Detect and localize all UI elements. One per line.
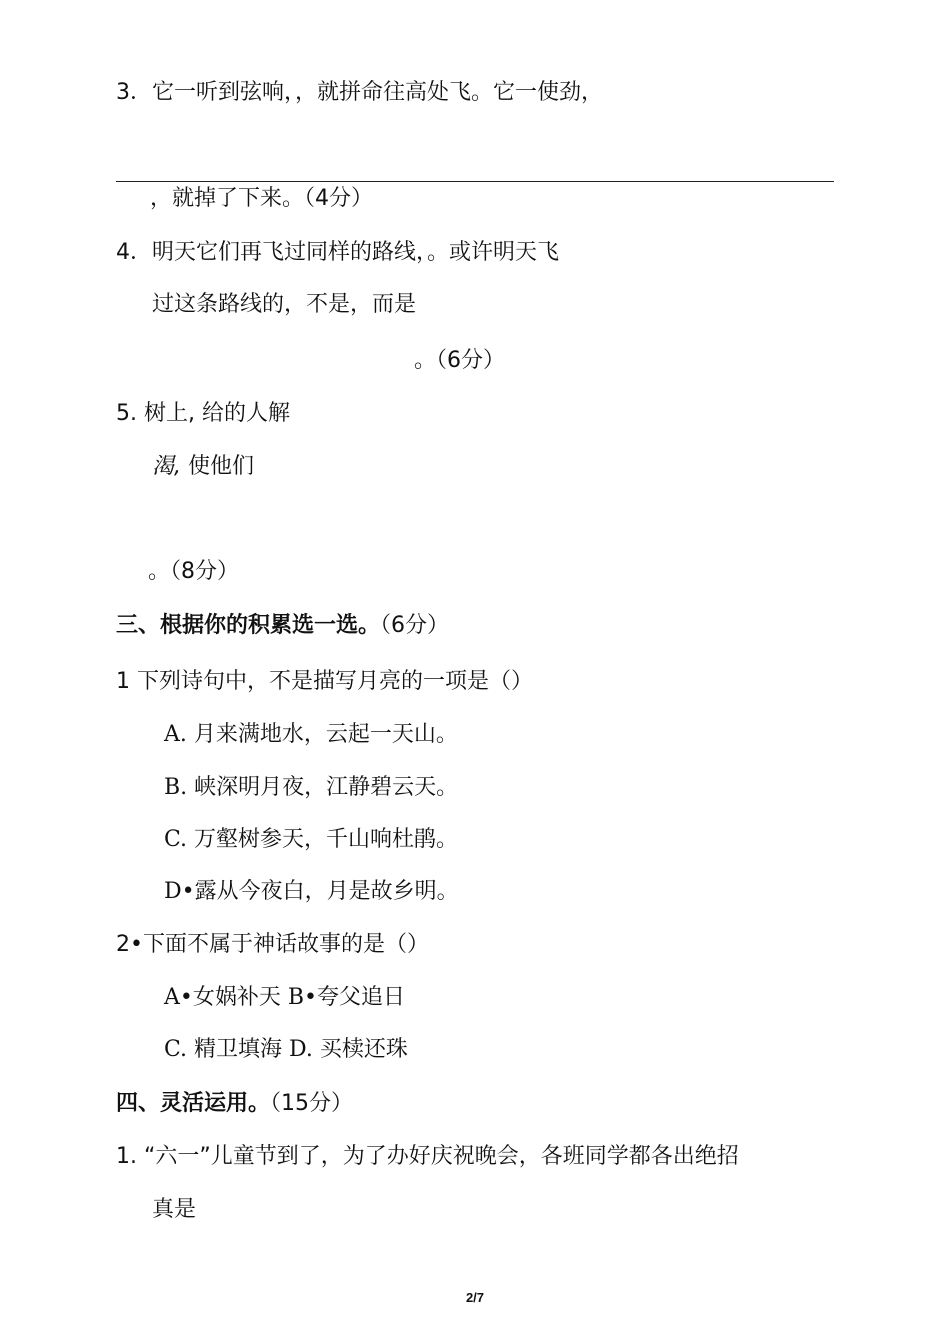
section-3-title: 三、根据你的积累选一选。 [116,613,381,638]
s3-q2-options-cd: C. 精卫填海 D. 买椟还珠 [164,1037,408,1062]
s3-q1-stem: 1 下列诗句中，不是描写月亮的一项是（） [116,669,533,694]
s3-q2-options-ab: A•女娲补天 B•夸父追日 [164,985,406,1010]
s3-q1-option-c: C. 万壑树参天，千山响杜鹃。 [164,827,459,852]
s4-q1-line-1: 1. “六一”儿童节到了，为了办好庆祝晚会，各班同学都各出绝招 [116,1144,739,1169]
q5-line-1: 5. 树上, 给的人解 [116,401,290,426]
q5-line-3: 。（8分） [148,559,239,584]
s3-q1-option-b: B. 峡深明月夜，江静碧云天。 [164,775,459,800]
answer-blank-line [116,181,834,182]
s4-q1-line-2: 真是 [152,1197,197,1222]
s3-q1-option-a: A. 月来满地水，云起一天山。 [164,722,458,747]
section-3-score: （6分） [380,613,450,638]
q5-italic-word: 渴, [152,454,181,479]
q5-line-2-rest: 使他们 [181,454,254,479]
section-4-title: 四、灵活运用。 [116,1091,271,1116]
section-3-heading [116,611,449,641]
q3-line-2: ，就掉了下来。（4分） [150,186,373,211]
s3-q1-option-d: D•露从今夜白，月是故乡明。 [164,879,459,904]
section-4-heading [116,1089,353,1119]
section-4-score: （15分） [270,1091,354,1116]
q3-line-1: 3．它一听到弦响，，就拼命往高处飞。它一使劲， [116,80,603,105]
q4-line-2: 过这条路线的，不是，而是 [152,292,417,317]
q4-line-3: 。（6分） [414,348,505,373]
q5-line-2 [152,452,254,482]
s3-q2-stem: 2•下面不属于神话故事的是（） [116,932,429,957]
q4-line-1: 4．明天它们再飞过同样的路线，。或许明天飞 [116,240,559,265]
page-number: 2/7 [465,1290,485,1305]
